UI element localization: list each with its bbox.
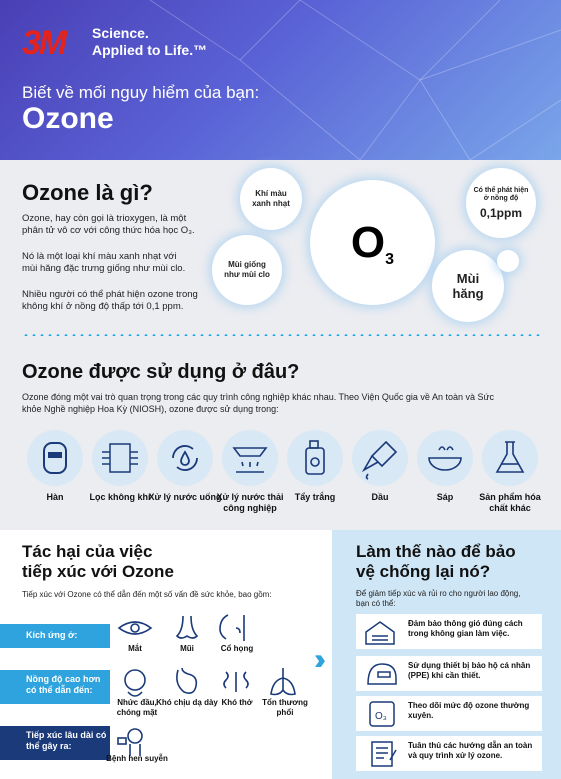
protect-card-ventilation: Đảm bảo thông gió đúng cách trong không gian làm việc.: [356, 614, 542, 649]
effect-nose: Mũi: [180, 644, 194, 653]
formula-sub: 3: [385, 250, 395, 268]
tagline: Science. Applied to Life.™: [92, 25, 208, 58]
use-label-1: Lọc không khí: [89, 492, 151, 502]
protect-heading: Làm thế nào để bảo vệ chống lại nó?: [356, 542, 516, 581]
uses-heading: Ozone được sử dụng ở đâu?: [22, 361, 300, 383]
lungs-icon: [271, 668, 295, 695]
effect-asthma: Bệnh hen suyễn: [106, 754, 168, 763]
throat-icon: [220, 615, 244, 641]
use-label-0: Hàn: [46, 492, 64, 502]
3m-logo: 3M: [22, 24, 66, 62]
what-is-para-2: Nó là một loại khí màu xanh nhạt với mùi hăng đặc trưng giống như mùi clo.: [22, 251, 186, 274]
bubble-color: Khí màu xanh nhạt: [240, 168, 302, 230]
uses-para: Ozone đóng một vai trò quan trọng trong các quy trình công nghiệp khác nhau. Theo Viện Quốc gia về An toàn và Sức khỏe Nghề nghiệp Hoa Kỳ (NIOSH), ozone được sử dụng trong:: [22, 392, 494, 414]
bubble-smell: Mùi giống như mùi clo: [212, 235, 282, 305]
harm-tag-long-term: Tiếp xúc lâu dài có thể gây ra:: [0, 726, 110, 760]
bubble-small: [497, 250, 519, 272]
head-dizzy-icon: [125, 670, 145, 696]
protect-card-ppe: Sử dụng thiết bị bảo hộ cá nhân (PPE) khi cần thiết.: [356, 656, 542, 691]
harm-heading: Tác hại của việc tiếp xúc với Ozone: [22, 542, 174, 581]
ozone-monitor-icon: [356, 696, 408, 731]
svg-text:O₃: O₃: [375, 711, 387, 722]
use-label-5: Dầu: [371, 492, 389, 502]
use-label-3: Xử lý nước thải công nghiệp: [216, 492, 284, 513]
ventilation-house-icon: [356, 614, 408, 649]
bubble-detect: Có thể phát hiện ở nồng độ 0,1ppm: [466, 168, 536, 238]
effect-eye: Mắt: [128, 644, 142, 653]
checklist-icon: [356, 736, 408, 771]
oil-dropper-icon: [352, 430, 408, 486]
protect-intro: Để giảm tiếp xúc và rủi ro cho người lao động, bạn có thể:: [356, 589, 521, 608]
asthma-inhaler-icon: [118, 729, 142, 756]
effect-breathing: Khó thở: [221, 698, 253, 707]
use-label-7: Sản phẩm hóa chất khác: [479, 492, 541, 513]
effect-throat: Cổ họng: [220, 644, 254, 653]
protect-card-monitoring: O₃ Theo dõi mức độ ozone thường xuyên.: [356, 696, 542, 731]
flask-icon: [482, 430, 538, 486]
nose-icon: [177, 616, 197, 638]
effect-headache: Nhức đầu, chóng mặt: [116, 698, 158, 717]
chevron-right-icon: ››: [314, 643, 318, 676]
harm-intro: Tiếp xúc với Ozone có thể dẫn đến một số vấn đề sức khỏe, bao gồm:: [22, 590, 272, 599]
page-subtitle: Biết về mối nguy hiểm của bạn:: [22, 83, 260, 102]
what-is-para-1: Ozone, hay còn gọi là trioxygen, là một phân tử vô cơ với công thức hóa học O₃.: [22, 213, 195, 236]
use-label-6: Sáp: [436, 492, 454, 502]
formula-main: O: [350, 217, 386, 267]
wax-bowl-icon: [417, 430, 473, 486]
eye-icon: [119, 622, 151, 634]
harm-tag-irritation: Kích ứng ở:: [0, 624, 110, 648]
stomach-icon: [177, 668, 196, 693]
effect-lungs: Tổn thương phổi: [262, 698, 308, 717]
what-is-para-3: Nhiều người có thể phát hiện ozone trong không khí ở nồng độ thấp tới 0,1 ppm.: [22, 289, 198, 312]
bubble-pungent: Mùi hăng: [432, 250, 504, 322]
welding-helmet-icon: [356, 656, 408, 691]
harm-tag-high-concentration: Nồng độ cao hơn có thể dẫn đến:: [0, 670, 110, 704]
what-is-heading: Ozone là gì?: [22, 180, 153, 205]
use-label-2: Xử lý nước uống: [148, 492, 222, 502]
use-label-4: Tẩy trắng: [294, 492, 336, 502]
page-title: Ozone: [22, 102, 114, 135]
breathing-icon: [224, 672, 248, 692]
effect-stomach: Khó chịu dạ dày: [156, 698, 218, 707]
protect-card-guidelines: Tuân thủ các hướng dẫn an toàn và quy trình xử lý ozone.: [356, 736, 542, 771]
